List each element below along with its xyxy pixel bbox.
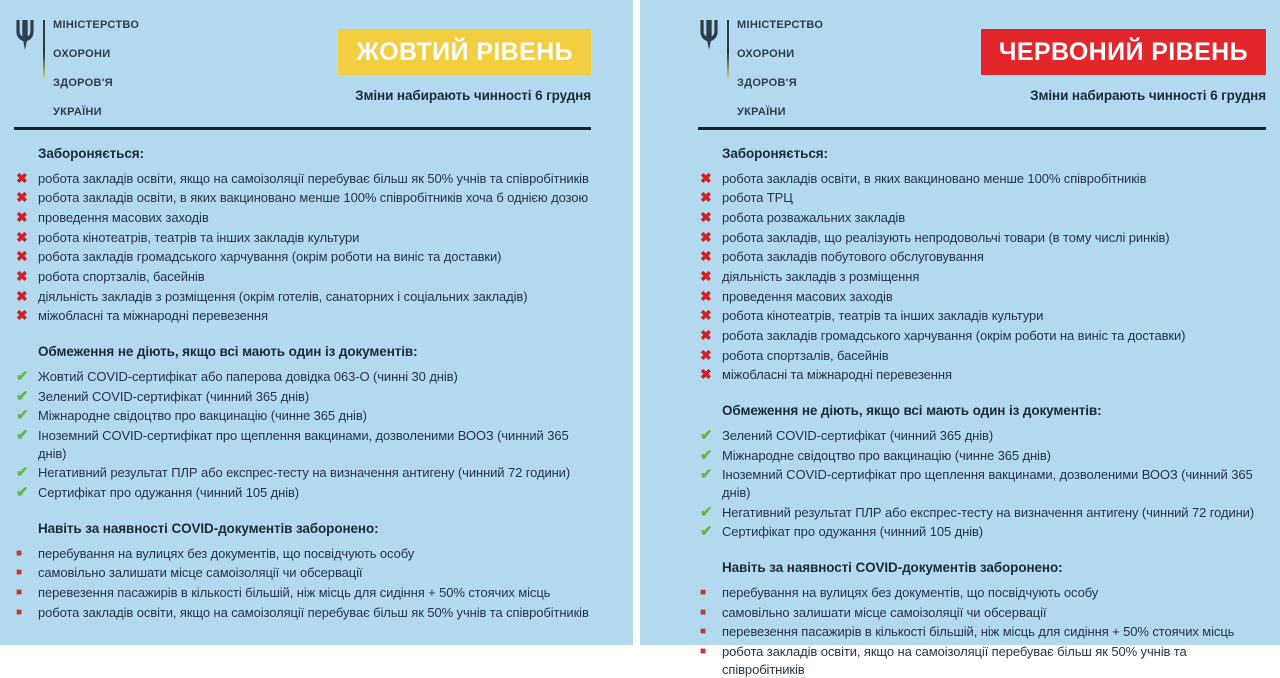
list-item — [700, 366, 1266, 384]
ministry-name-line: МІНІСТЕРСТВО — [53, 19, 140, 31]
square-icon: ■ — [700, 587, 706, 599]
cross-icon: ✖ — [16, 248, 28, 265]
list-item — [700, 643, 1266, 678]
square-icon: ■ — [700, 646, 706, 658]
even-with-docs-list — [14, 545, 591, 622]
level-badge-yellow: ЖОВТИЙ РІВЕНЬ — [338, 29, 591, 75]
list-item — [700, 523, 1266, 541]
list-item-text: Негативний результат ПЛР або експрес-тесту на визначення антигену (чинний 72 години) — [38, 465, 571, 481]
list-item — [16, 427, 591, 462]
panel-header-right — [338, 16, 591, 103]
list-item — [700, 584, 1266, 602]
list-item — [16, 407, 591, 425]
list-item-text: міжобласні та міжнародні перевезення — [722, 367, 952, 383]
ministry-name-line: УКРАЇНИ — [53, 106, 102, 119]
header-divider — [14, 127, 591, 130]
ministry-name-line: ЗДОРОВ'Я — [53, 77, 113, 90]
list-item — [16, 484, 591, 502]
list-item — [700, 604, 1266, 622]
cross-icon: ✖ — [700, 366, 712, 383]
list-item-text: проведення масових заходів — [38, 209, 209, 225]
list-item-text: Сертифікат про одужання (чинний 105 днів) — [38, 485, 300, 501]
tryzub-icon — [698, 18, 720, 50]
list-item-text: самовільно залишати місце самоізоляції чи обсервації — [38, 565, 363, 581]
ministry-name-line: ЗДОРОВ'Я — [737, 77, 797, 90]
list-item-text: діяльність закладів з розміщення (окрім готелів, санаторних і соціальних закладів) — [38, 288, 528, 304]
list-item-text: Іноземний COVID-сертифікат про щеплення вакцинами, дозволеними ВООЗ (чинний 365 днів) — [38, 428, 569, 461]
list-item-text: проведення масових заходів — [722, 288, 893, 304]
list-item-text: міжобласні та міжнародні перевезення — [38, 308, 268, 324]
list-item — [700, 307, 1266, 325]
ministry-name-line: ОХОРОНИ — [53, 48, 111, 61]
ministry-name — [737, 18, 823, 120]
list-item-text: робота закладів освіти, якщо на самоізоляції перебуває більш як 50% учнів та співробітників — [722, 644, 1187, 677]
documents-list — [14, 368, 591, 502]
square-icon: ■ — [16, 587, 22, 599]
panel-red-level — [640, 0, 1280, 677]
list-item-text: робота закладів побутового обслуговування — [722, 249, 984, 265]
list-item-text: робота закладів освіти, в яких вакциновано менше 100% співробітників хоча б однією дозою — [38, 190, 589, 206]
check-icon: ✔ — [16, 407, 29, 425]
logo-divider-bar — [727, 20, 729, 80]
cross-icon: ✖ — [16, 228, 28, 245]
list-item-text: Міжнародне свідоцтво про вакцинацію (чинне 365 днів) — [722, 447, 1051, 463]
list-item — [700, 189, 1266, 207]
section-heading-documents: Обмеження не діють, якщо всі мають один із документів: — [722, 403, 1102, 418]
check-icon: ✔ — [16, 387, 29, 405]
check-icon: ✔ — [700, 427, 713, 444]
list-item — [16, 170, 591, 188]
list-item-text: перебування на вулицях без документів, що посвідчують особу — [722, 585, 1099, 601]
list-item-text: Міжнародне свідоцтво про вакцинацію (чинне 365 днів) — [38, 408, 367, 424]
square-icon: ■ — [16, 567, 22, 579]
cross-icon: ✖ — [16, 169, 28, 186]
list-item — [16, 268, 591, 286]
square-icon: ■ — [16, 606, 22, 618]
list-item-text: робота закладів, що реалізують непродовольчі товари (в тому числі ринків) — [722, 229, 1170, 245]
list-item — [16, 564, 591, 582]
check-icon: ✔ — [700, 523, 713, 541]
section-heading-documents: Обмеження не діють, якщо всі мають один із документів: — [38, 343, 418, 359]
list-item-text: перевезення пасажирів в кількості більшій, ніж місць для сидіння + 50% стоячих місць — [722, 624, 1235, 640]
list-item-text: перебування на вулицях без документів, що посвідчують особу — [38, 545, 415, 561]
cross-icon: ✖ — [700, 346, 712, 363]
list-item — [16, 368, 591, 386]
cross-icon: ✖ — [700, 208, 712, 225]
documents-list — [698, 427, 1266, 541]
list-item — [16, 584, 591, 602]
ministry-logo — [698, 18, 823, 120]
list-item — [700, 248, 1266, 266]
list-item — [16, 545, 591, 563]
ministry-name-line: ОХОРОНИ — [737, 48, 795, 61]
cross-icon: ✖ — [16, 287, 28, 304]
panel-header-right — [981, 16, 1266, 103]
list-item — [16, 209, 591, 227]
logo-divider-bar — [43, 20, 45, 80]
forbidden-list — [14, 170, 591, 325]
list-item-text: робота закладів освіти, в яких вакциновано менше 100% співробітників — [722, 170, 1147, 186]
list-item — [16, 464, 591, 482]
list-item-text: робота розважальних закладів — [722, 209, 906, 225]
section-heading-forbidden: Забороняється: — [722, 145, 828, 161]
list-item — [700, 504, 1266, 522]
list-item-text: робота кінотеатрів, театрів та інших закладів культури — [38, 229, 360, 245]
list-item-text: перевезення пасажирів в кількості більшій, ніж місць для сидіння + 50% стоячих місць — [38, 585, 551, 601]
list-item-text: Жовтий COVID-сертифікат або паперова довідка 063-О (чинні 30 днів) — [38, 368, 458, 384]
cross-icon: ✖ — [700, 326, 712, 343]
check-icon: ✔ — [16, 484, 29, 502]
check-icon: ✔ — [16, 464, 29, 482]
cross-icon: ✖ — [700, 189, 712, 206]
list-item-text: робота закладів освіти, якщо на самоізоляції перебуває більш як 50% учнів та співробітників — [38, 604, 589, 620]
ministry-name-line: УКРАЇНИ — [737, 106, 786, 119]
list-item-text: Іноземний COVID-сертифікат про щеплення вакцинами, дозволеними ВООЗ (чинний 365 днів) — [722, 467, 1253, 501]
list-item — [700, 288, 1266, 306]
list-item-text: робота закладів громадського харчування (окрім роботи на виніс та доставки) — [722, 327, 1186, 343]
list-item — [700, 466, 1266, 501]
header-divider — [698, 127, 1266, 130]
panel-header — [698, 16, 1266, 120]
list-item-text: Зелений COVID-сертифікат (чинний 365 днів) — [38, 388, 310, 404]
list-item — [700, 327, 1266, 345]
cross-icon: ✖ — [700, 248, 712, 265]
list-item-text: Зелений COVID-сертифікат (чинний 365 днів) — [722, 428, 994, 443]
section-heading-forbidden: Забороняється: — [38, 145, 144, 161]
list-item-text: робота ТРЦ — [722, 190, 793, 206]
cross-icon: ✖ — [16, 307, 28, 324]
effective-date-note: Зміни набирають чинності 6 грудня — [1030, 88, 1266, 103]
list-item — [16, 604, 591, 622]
cross-icon: ✖ — [700, 307, 712, 324]
list-item — [700, 427, 1266, 445]
cross-icon: ✖ — [700, 267, 712, 284]
check-icon: ✔ — [700, 466, 713, 484]
list-item-text: робота закладів громадського харчування (окрім роботи на виніс та доставки) — [38, 249, 502, 265]
ministry-name — [53, 18, 139, 120]
square-icon: ■ — [700, 606, 706, 618]
list-item — [16, 307, 591, 325]
level-badge-red: ЧЕРВОНИЙ РІВЕНЬ — [981, 29, 1266, 75]
list-item — [700, 170, 1266, 188]
panel-yellow-level — [0, 0, 633, 645]
cross-icon: ✖ — [16, 208, 28, 225]
list-item-text: робота закладів освіти, якщо на самоізоляції перебуває більш як 50% учнів та співробітників — [38, 170, 589, 186]
forbidden-list — [698, 170, 1266, 384]
square-icon: ■ — [700, 626, 706, 638]
cross-icon: ✖ — [16, 267, 28, 284]
list-item — [16, 388, 591, 406]
even-with-docs-list — [698, 584, 1266, 678]
list-item — [16, 229, 591, 247]
check-icon: ✔ — [700, 446, 713, 464]
section-heading-even-with-docs: Навіть за наявності COVID-документів заборонено: — [722, 560, 1063, 576]
effective-date-note: Зміни набирають чинності 6 грудня — [355, 88, 591, 103]
list-item — [700, 447, 1266, 465]
list-item-text: самовільно залишати місце самоізоляції чи обсервації — [722, 604, 1047, 620]
panel-header — [14, 16, 591, 120]
list-item-text: Негативний результат ПЛР або експрес-тесту на визначення антигену (чинний 72 години) — [722, 504, 1255, 520]
square-icon: ■ — [16, 547, 22, 559]
list-item-text: Сертифікат про одужання (чинний 105 днів) — [722, 524, 984, 540]
list-item — [700, 268, 1266, 286]
list-item — [16, 189, 591, 207]
list-item-text: діяльність закладів з розміщення — [722, 268, 920, 284]
list-item — [700, 209, 1266, 227]
list-item — [700, 229, 1266, 247]
cross-icon: ✖ — [700, 287, 712, 304]
list-item — [700, 347, 1266, 365]
ministry-logo — [14, 18, 139, 120]
list-item — [700, 623, 1266, 641]
list-item — [16, 288, 591, 306]
list-item-text: робота кінотеатрів, театрів та інших закладів культури — [722, 308, 1044, 324]
check-icon: ✔ — [700, 503, 713, 521]
check-icon: ✔ — [16, 427, 29, 444]
ministry-name-line: МІНІСТЕРСТВО — [737, 19, 824, 31]
list-item-text: робота спортзалів, басейнів — [722, 347, 889, 363]
list-item — [16, 248, 591, 266]
tryzub-icon — [14, 18, 36, 50]
cross-icon: ✖ — [700, 228, 712, 245]
list-item-text: робота спортзалів, басейнів — [38, 268, 205, 284]
cross-icon: ✖ — [16, 189, 28, 206]
section-heading-even-with-docs: Навіть за наявності COVID-документів заборонено: — [38, 520, 379, 536]
cross-icon: ✖ — [700, 169, 712, 186]
check-icon: ✔ — [16, 367, 29, 385]
